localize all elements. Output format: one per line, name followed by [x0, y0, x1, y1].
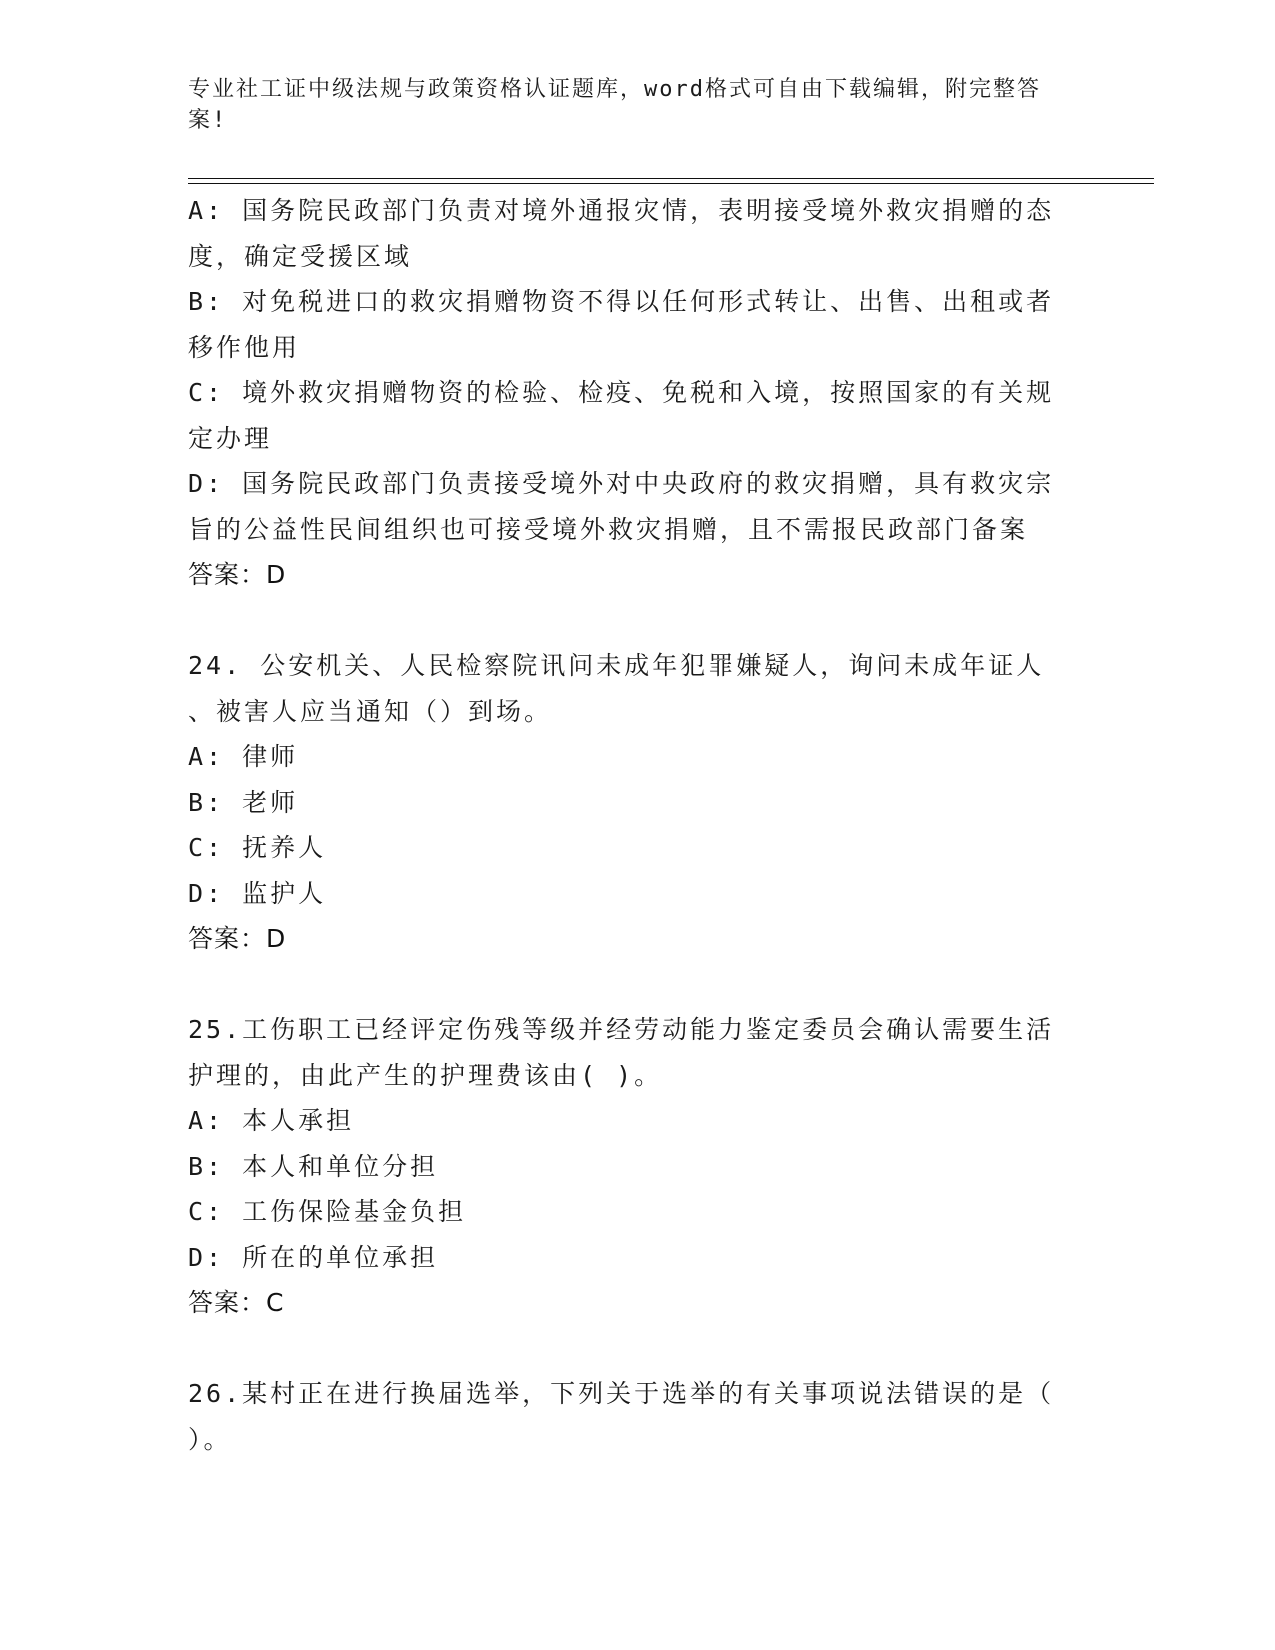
q26-stem-line-2: ）。	[188, 1424, 232, 1454]
question-24-block	[188, 643, 1068, 962]
q25-stem-line-2: 护理的，由此产生的护理费该由( )。	[188, 1060, 663, 1090]
q24-option-c: C: 抚养人	[188, 833, 327, 862]
question-content	[188, 188, 1068, 1462]
q23-option-a-line-1: A: 国务院民政部门负责对境外通报灾情，表明接受境外救灾捐赠的态	[188, 196, 1055, 225]
document-header	[188, 74, 1068, 136]
q24-option-a: A: 律师	[188, 742, 299, 771]
question-23-block	[188, 188, 1068, 598]
q24-answer: 答案：D	[188, 924, 287, 953]
q23-option-d-line-1: D: 国务院民政部门负责接受境外对中央政府的救灾捐赠，具有救灾宗	[188, 469, 1055, 498]
q23-option-a-line-2: 度，确定受援区域	[188, 241, 413, 271]
q24-stem-line-2: 、被害人应当通知（）到场。	[188, 696, 553, 726]
header-line-1: 专业社工证中级法规与政策资格认证题库，word格式可自由下载编辑，附完整答	[188, 77, 1041, 102]
q24-stem-line-1: 24. 公安机关、人民检察院讯问未成年犯罪嫌疑人，询问未成年证人	[188, 651, 1045, 680]
q25-option-a: A: 本人承担	[188, 1106, 355, 1135]
question-26-block	[188, 1371, 1068, 1462]
question-25-block	[188, 1007, 1068, 1326]
q25-option-c: C: 工伤保险基金负担	[188, 1197, 467, 1226]
spacer	[188, 598, 1068, 644]
q26-stem-line-1: 26.某村正在进行换届选举，下列关于选举的有关事项说法错误的是（	[188, 1379, 1055, 1408]
header-divider-bottom	[188, 183, 1154, 184]
q23-answer: 答案：D	[188, 560, 287, 589]
q24-option-d: D: 监护人	[188, 878, 327, 908]
q25-answer: 答案：C	[188, 1288, 285, 1317]
q23-option-b-line-2: 移作他用	[188, 332, 301, 362]
q25-stem-line-1: 25.工伤职工已经评定伤残等级并经劳动能力鉴定委员会确认需要生活	[188, 1015, 1055, 1044]
header-line-2: 案!	[188, 108, 228, 133]
spacer	[188, 1326, 1068, 1372]
q25-option-d: D: 所在的单位承担	[188, 1242, 439, 1272]
header-divider-top	[188, 178, 1154, 179]
q23-option-d-line-2: 旨的公益性民间组织也可接受境外救灾捐赠，且不需报民政部门备案	[188, 514, 1029, 544]
q25-option-b: B: 本人和单位分担	[188, 1151, 439, 1181]
q23-option-c-line-1: C: 境外救灾捐赠物资的检验、检疫、免税和入境，按照国家的有关规	[188, 378, 1055, 407]
spacer	[188, 962, 1068, 1008]
q24-option-b: B: 老师	[188, 787, 299, 817]
q23-option-c-line-2: 定办理	[188, 423, 273, 453]
q23-option-b-line-1: B: 对免税进口的救灾捐赠物资不得以任何形式转让、出售、出租或者	[188, 287, 1055, 316]
